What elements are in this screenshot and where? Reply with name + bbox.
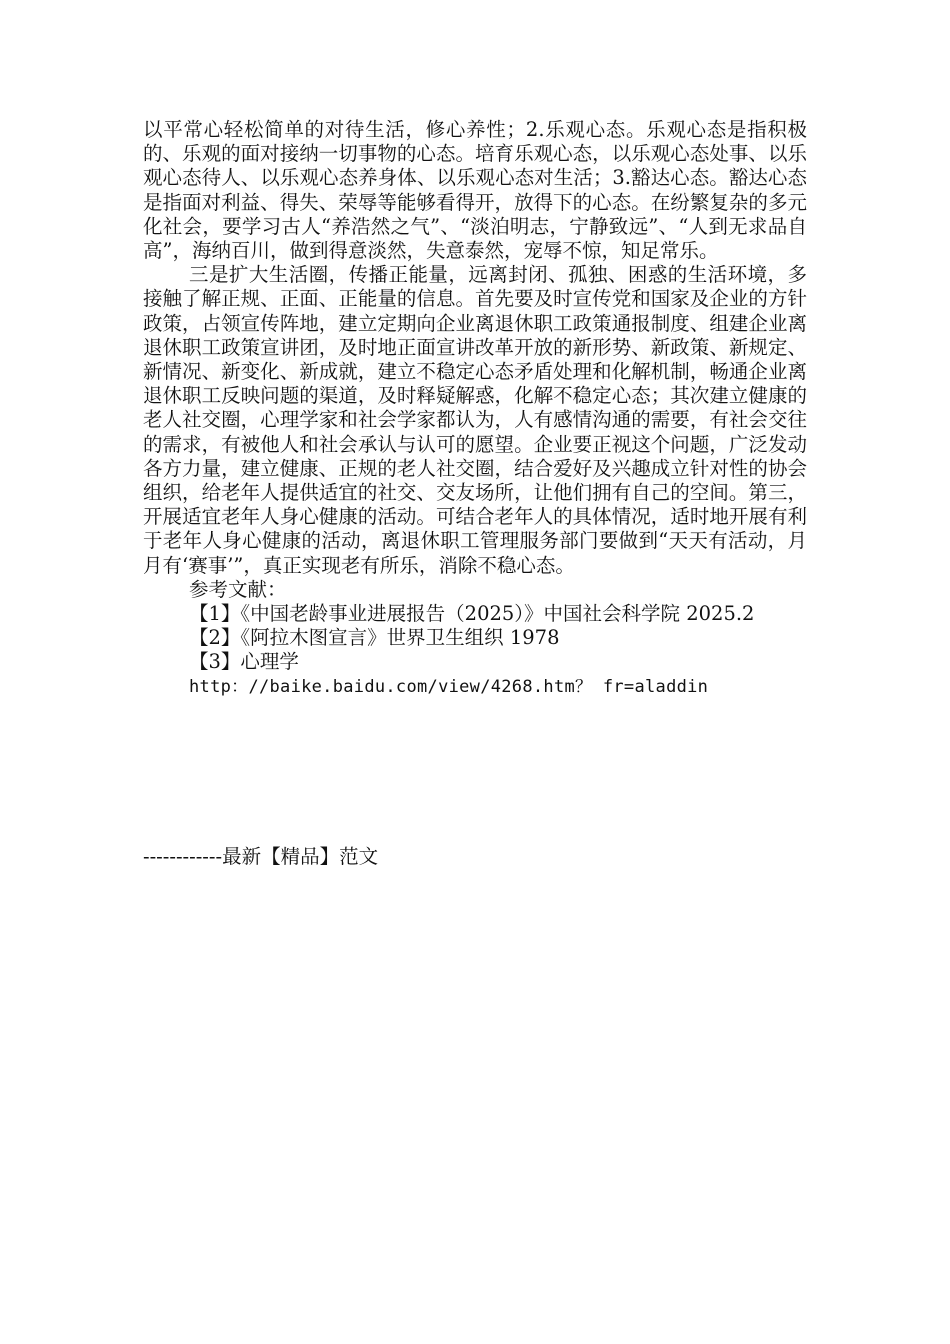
references-heading: 参考文献：: [189, 577, 287, 601]
footer-text: ------------最新【精品】范文: [143, 845, 379, 868]
reference-url: http：//baike.baidu.com/view/4268.htm？ fr=aladdin: [189, 676, 709, 697]
reference-item-3: 【3】心理学: [189, 650, 299, 674]
body-paragraph-1: 以平常心轻松简单的对待生活，修心养性；2.乐观心态。乐观心态是指积极的、乐观的面对接纳一切事物的心态。培育乐观心态，以乐观心态处事、以乐观心态待人、以乐观心态养身体、以乐观心态对生活；3.豁达心态。豁达心态是指面对利益、得失、荣辱等能够看得开，放得下的心态。在纷繁复杂的多元化社会，要学习古人“养浩然之气”、“淡泊明志，宁静致远”、“人到无求品自高”，海纳百川，做到得意淡然，失意泰然，宠辱不惊，知足常乐。: [143, 118, 807, 263]
reference-item-1: 【1】《中国老龄事业进展报告（2025）》中国社会科学院 2025.2: [189, 602, 755, 626]
reference-item-2: 【2】《阿拉木图宣言》世界卫生组织 1978: [189, 626, 560, 650]
document-body: [143, 118, 807, 699]
body-paragraph-2: 三是扩大生活圈，传播正能量，远离封闭、孤独、困惑的生活环境，多接触了解正规、正面、正能量的信息。首先要及时宣传党和国家及企业的方针政策，占领宣传阵地，建立定期向企业离退休职工政策通报制度、组建企业离退休职工政策宣讲团，及时地正面宣讲改革开放的新形势、新政策、新规定、新情况、新变化、新成就，建立不稳定心态矛盾处理和化解机制，畅通企业离退休职工反映问题的渠道，及时释疑解惑，化解不稳定心态；其次建立健康的老人社交圈，心理学家和社会学家都认为，人有感情沟通的需要，有社会交往的需求，有被他人和社会承认与认可的愿望。企业要正视这个问题，广泛发动各方力量，建立健康、正规的老人社交圈，结合爱好及兴趣成立针对性的协会组织，给老年人提供适宜的社交、交友场所，让他们拥有自己的空间。第三，开展适宜老年人身心健康的活动。可结合老年人的具体情况，适时地开展有利于老年人身心健康的活动，离退休职工管理服务部门要做到“天天有活动，月月有‘赛事’”，真正实现老有所乐，消除不稳心态。: [143, 263, 807, 577]
